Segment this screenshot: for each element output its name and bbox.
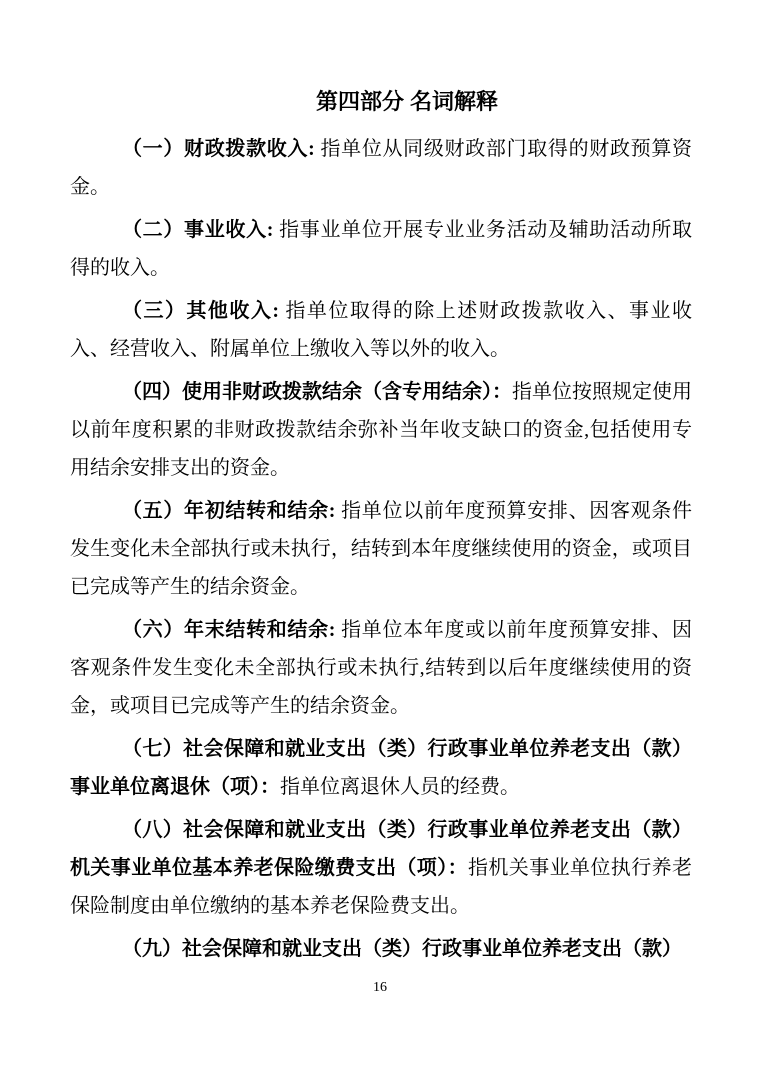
term-label: （七）社会保障和就业支出（类）行政事业单位养老支出（款）事业单位离退休（项）：	[70, 738, 692, 798]
term-definition: 指单位离退休人员的经费。	[280, 776, 520, 798]
definition-paragraph	[70, 930, 692, 968]
definition-paragraph	[70, 211, 692, 287]
definition-paragraph	[70, 373, 692, 487]
term-definition: 指单位取得的除上述财政拨款收入、事业收入、经营收入、附属单位上缴收入等以外的收入。	[70, 300, 692, 360]
term-label: （三）其他收入:	[122, 300, 279, 322]
definition-paragraph	[70, 611, 692, 725]
definition-paragraph	[70, 811, 692, 925]
term-label: （九）社会保障和就业支出（类）行政事业单位养老支出（款）	[122, 938, 682, 960]
definition-paragraph	[70, 730, 692, 806]
term-label: （二）事业收入:	[122, 219, 274, 241]
document-body	[70, 130, 692, 968]
term-label: （四）使用非财政拨款结余（含专用结余）：	[122, 381, 512, 403]
term-label: （五）年初结转和结余:	[122, 500, 336, 522]
term-definition: 指单位按照规定使用以前年度积累的非财政拨款结余弥补当年收支缺口的资金,包括使用专用结余安排支出的资金。	[70, 381, 692, 479]
term-definition: 指单位从同级财政部门取得的财政预算资金。	[70, 138, 692, 198]
term-definition: 指事业单位开展专业业务活动及辅助活动所取得的收入。	[70, 219, 692, 279]
page-number: 16	[373, 980, 387, 995]
term-definition: 指单位本年度或以前年度预算安排、因客观条件发生变化未全部执行或未执行,结转到以后年度继续使用的资金，或项目已完成等产生的结余资金。	[70, 619, 692, 717]
definition-paragraph	[70, 492, 692, 606]
term-label: （一）财政拨款收入:	[122, 138, 315, 160]
definition-paragraph	[70, 292, 692, 368]
term-definition: 指单位以前年度预算安排、因客观条件发生变化未全部执行或未执行，结转到本年度继续使用的资金，或项目已完成等产生的结余资金。	[70, 500, 692, 598]
definition-paragraph	[70, 130, 692, 206]
term-definition: 指机关事业单位执行养老保险制度由单位缴纳的基本养老保险费支出。	[70, 857, 692, 917]
term-label: （六）年末结转和结余:	[122, 619, 336, 641]
page-title: 第四部分 名词解释	[315, 89, 499, 114]
term-label: （八）社会保障和就业支出（类）行政事业单位养老支出（款）机关事业单位基本养老保险缴费支出（项）：	[70, 819, 692, 879]
